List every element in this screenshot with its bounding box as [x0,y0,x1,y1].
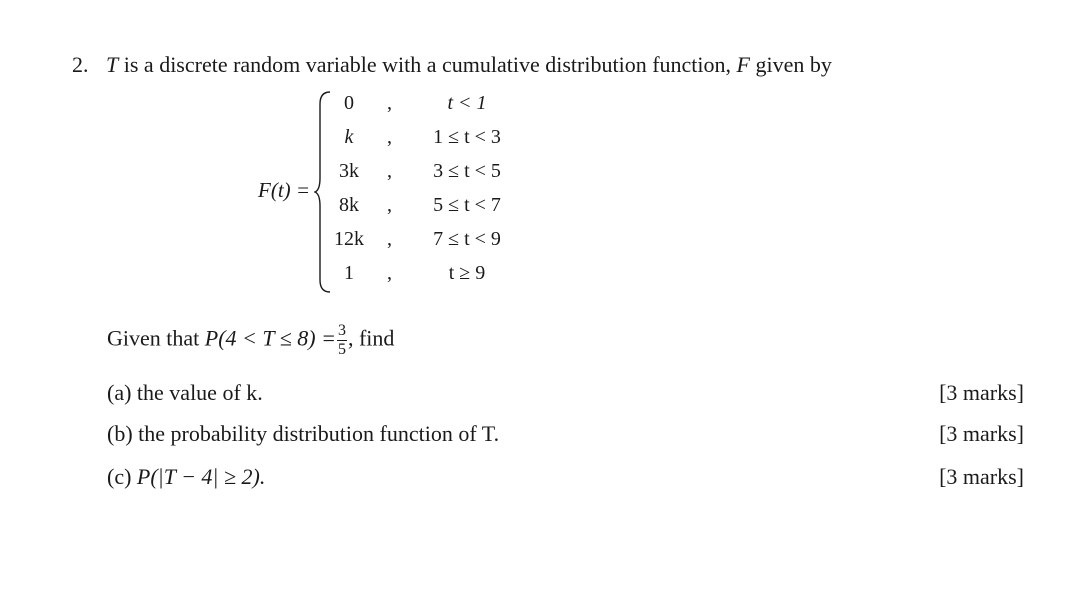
cdf-case-range: 5 ≤ t < 7 [433,194,501,216]
given-fraction [337,322,347,359]
cdf-case-range: 1 ≤ t < 3 [433,126,501,148]
part-text: P(|T − 4| ≥ 2). [136,464,266,489]
part-label: (b) [107,421,133,446]
cdf-case-value: 3k [339,160,359,182]
cdf-case-value: k [344,126,354,148]
given-statement [107,322,394,359]
given-expression: P(4 < T ≤ 8) = [204,325,336,351]
cdf-case-separator: , [387,92,392,114]
question-number: 2. [72,52,89,77]
given-prefix: Given that [107,325,205,351]
part-label: (a) [107,380,132,405]
cdf-case-range: 7 ≤ t < 9 [433,228,501,250]
cdf-case-separator: , [387,228,392,250]
part-a [107,380,263,406]
cdf-case-value: 1 [344,262,354,284]
fraction-denominator: 5 [337,341,346,358]
part-text: the probability distribution function of T. [138,421,500,446]
cdf-case-separator: , [387,126,392,148]
cdf-case-value: 8k [339,194,359,216]
cdf-case-range: 3 ≤ t < 5 [433,160,501,182]
left-brace-icon [314,90,332,294]
part-c-marks: [3 marks] [939,464,1024,489]
part-label: (c) [107,464,132,489]
fraction-numerator: 3 [337,322,346,339]
cdf-label: F(t) = [258,178,311,202]
part-text: the value of k. [136,380,263,405]
part-b [107,421,499,447]
cdf-case-separator: , [387,262,392,284]
question-intro: is a discrete random variable with a cumulative distribution function, [118,52,737,77]
part-a-marks: [3 marks] [939,380,1024,405]
function-name: F [736,52,750,77]
part-c [107,464,265,490]
question-intro-end: given by [749,52,832,77]
cdf-case-separator: , [387,160,392,182]
random-variable-name: T [106,52,119,77]
given-suffix: , find [347,325,395,351]
cdf-case-value: 0 [344,92,354,114]
cdf-case-value: 12k [334,228,364,250]
cdf-case-range: t < 1 [447,92,487,114]
cdf-case-range: t ≥ 9 [448,262,486,284]
cdf-case-separator: , [387,194,392,216]
question-heading [72,52,832,78]
part-b-marks: [3 marks] [939,421,1024,446]
